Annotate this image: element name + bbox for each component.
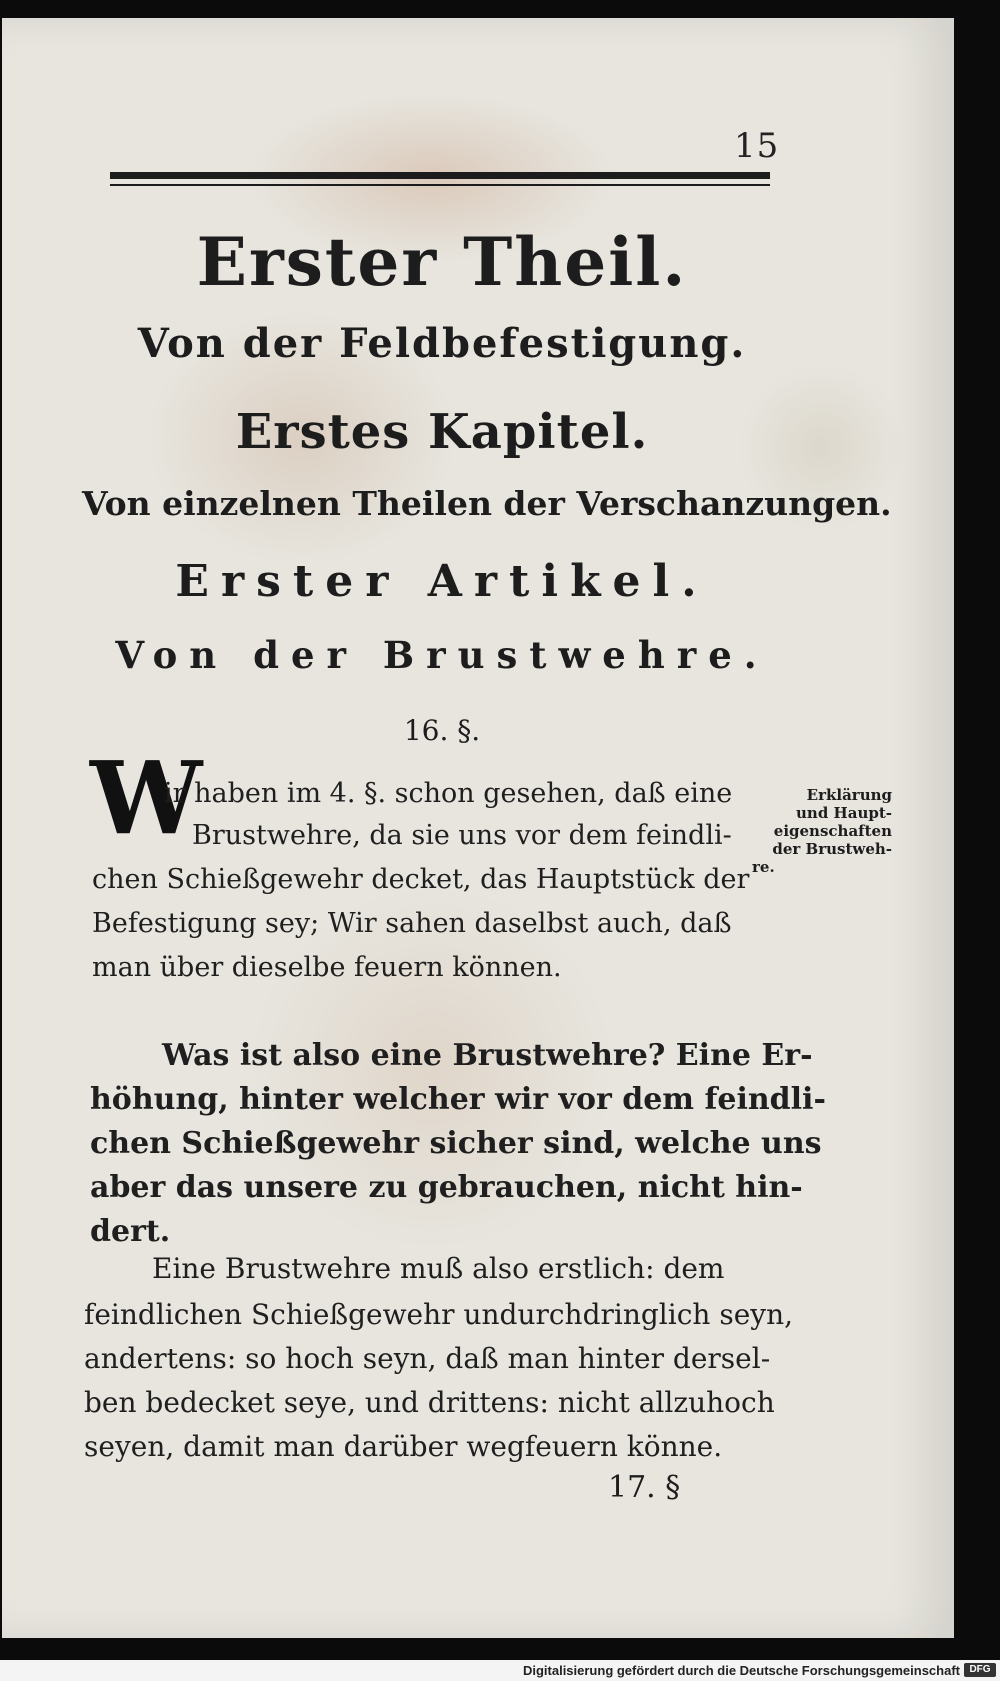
book-page (2, 18, 954, 1638)
margin-note-line: eigenschaften (773, 822, 892, 840)
paragraph-line: höhung, hinter welcher wir vor dem feindli- (90, 1082, 826, 1117)
margin-note (752, 786, 892, 876)
paragraph-line: ben bedecket seye, und drittens: nicht allzuhoch (84, 1386, 775, 1419)
paragraph-line: andertens: so hoch seyn, daß man hinter dersel- (84, 1342, 771, 1375)
margin-note-line: der Brustweh- (772, 840, 892, 858)
paragraph-line: seyen, damit man darüber wegfeuern könne. (84, 1430, 723, 1463)
margin-note-line: und Haupt- (796, 804, 892, 822)
paragraph-line: chen Schießgewehr sicher sind, welche uns (90, 1126, 822, 1161)
article-title: Erster Artikel. (175, 556, 709, 607)
paragraph-line: chen Schießgewehr decket, das Hauptstück der (92, 864, 750, 895)
header-rule-thin (110, 184, 770, 186)
footer-credit: Digitalisierung gefördert durch die Deutsche Forschungsgemeinschaft (522, 1663, 960, 1678)
header-rule (110, 172, 770, 179)
margin-note-line: re. (752, 858, 775, 876)
margin-note-line: Erklärung (806, 786, 892, 804)
page-number: 15 (734, 126, 780, 166)
paragraph-line: aber das unsere zu gebrauchen, nicht hin- (90, 1170, 803, 1205)
chapter-subtitle: Von einzelnen Theilen der Verschanzungen. (82, 484, 892, 523)
article-subtitle: Von der Brustwehre. (115, 633, 769, 677)
drop-cap: W (90, 739, 203, 857)
part-title: Erster Theil. (196, 223, 688, 301)
part-subtitle: Von der Feldbefestigung. (137, 320, 747, 367)
catchword: 17. § (608, 1470, 681, 1505)
section-number: 16. §. (403, 714, 481, 747)
dfg-logo-icon: DFG (964, 1663, 996, 1677)
paragraph-line: Befestigung sey; Wir sahen daselbst auch, daß (92, 908, 732, 939)
paragraph-line: Eine Brustwehre muß also erstlich: dem (152, 1252, 725, 1285)
paragraph-line: man über dieselbe feuern können. (92, 952, 562, 983)
chapter-title: Erstes Kapitel. (235, 404, 649, 460)
paragraph-line: dert. (90, 1214, 171, 1249)
paragraph-line: feindlichen Schießgewehr undurchdringlich seyn, (84, 1298, 794, 1331)
paragraph-line: ir haben im 4. §. schon gesehen, daß eine (164, 778, 733, 809)
paragraph-line: Brustwehre, da sie uns vor dem feindli- (192, 820, 732, 851)
paragraph-line: Was ist also eine Brustwehre? Eine Er- (162, 1038, 813, 1073)
